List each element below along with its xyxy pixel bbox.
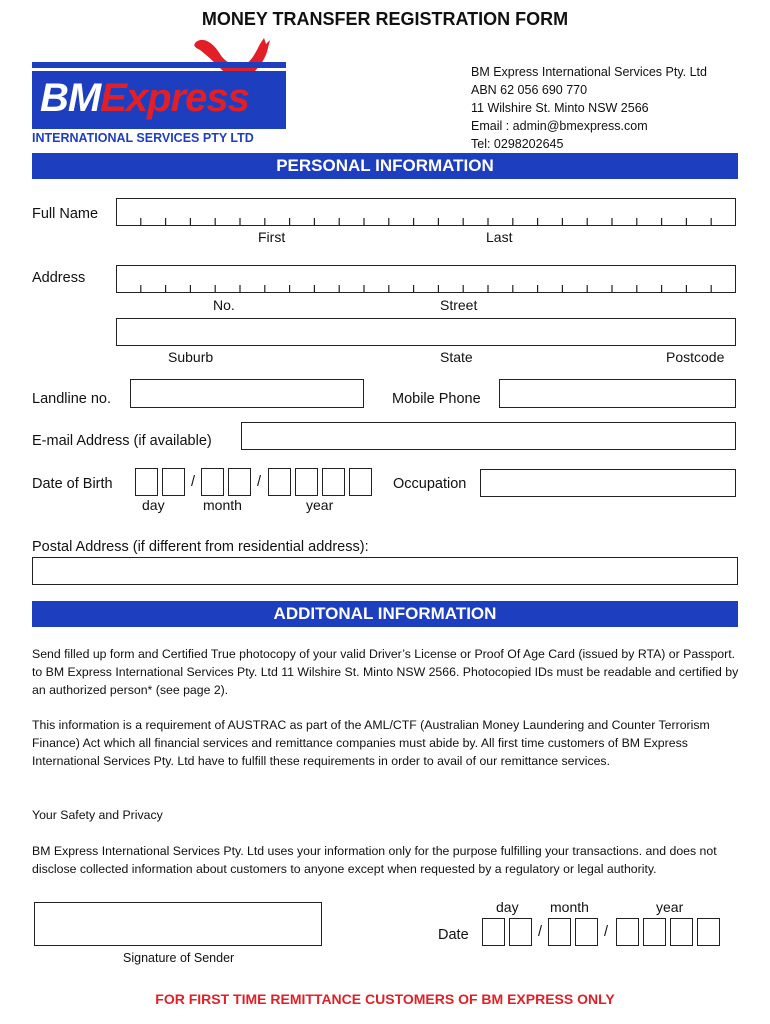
dob-month-digit[interactable] bbox=[228, 468, 251, 496]
signature-box[interactable] bbox=[34, 902, 322, 946]
occupation-label: Occupation bbox=[393, 476, 467, 492]
landline-label: Landline no. bbox=[32, 391, 112, 407]
address-street-ticks bbox=[116, 285, 736, 293]
postal-address-input[interactable] bbox=[32, 557, 738, 585]
footer-notice: FOR FIRST TIME REMITTANCE CUSTOMERS OF BM EXPRESS ONLY bbox=[155, 991, 615, 1007]
personal-info-heading: PERSONAL INFORMATION bbox=[32, 153, 738, 179]
logo-stripe bbox=[32, 62, 286, 68]
date-year-label: year bbox=[656, 899, 684, 915]
date-day-digit[interactable] bbox=[509, 918, 532, 946]
date-slash: / bbox=[604, 924, 609, 940]
dob-year-digit[interactable] bbox=[322, 468, 345, 496]
first-name-label: First bbox=[258, 229, 286, 245]
address-no-label: No. bbox=[213, 297, 235, 313]
safety-heading: Your Safety and Privacy bbox=[32, 808, 163, 822]
austrac-paragraph: This information is a requirement of AUSTRAC as part of the AML/CTF (Australian Money Laundering and Counter Terrorism Finance) Act which all financial services and remittance companies must abide by. All first time customers of BM Express International Services Pty. Ltd have to fulfill these requirements in order to avail of our remittance services. bbox=[32, 718, 710, 768]
company-name: BM Express International Services Pty. Ltd bbox=[471, 65, 707, 79]
dob-month-label: month bbox=[203, 497, 242, 513]
address-label: Address bbox=[32, 270, 86, 286]
date-month-digit[interactable] bbox=[548, 918, 571, 946]
occupation-input[interactable] bbox=[480, 469, 736, 497]
privacy-paragraph: BM Express International Services Pty. Ltd uses your information only for the purpose fulfilling your transactions. and does not disclose collected information about customers to anyone except when requested by a regulatory or legal authority. bbox=[32, 844, 717, 876]
date-year-digit[interactable] bbox=[616, 918, 639, 946]
signature-label: Signature of Sender bbox=[123, 951, 235, 965]
company-address: 11 Wilshire St. Minto NSW 2566 bbox=[471, 101, 649, 115]
dob-slash: / bbox=[257, 474, 262, 490]
company-tel: Tel: 0298202645 bbox=[471, 137, 564, 151]
company-info bbox=[471, 63, 707, 153]
date-year-digit[interactable] bbox=[697, 918, 720, 946]
dob-slash: / bbox=[191, 474, 196, 490]
full-name-ticks bbox=[116, 218, 736, 226]
dob-day-label: day bbox=[142, 497, 165, 513]
logo-wordmark: BMExpress bbox=[40, 76, 249, 120]
dob-year-label: year bbox=[306, 497, 334, 513]
date-month-digit[interactable] bbox=[575, 918, 598, 946]
date-month-label: month bbox=[550, 899, 589, 915]
last-name-label: Last bbox=[486, 229, 513, 245]
full-name-label: Full Name bbox=[32, 206, 99, 222]
dob-year-digit[interactable] bbox=[295, 468, 318, 496]
email-input[interactable] bbox=[241, 422, 736, 450]
mobile-label: Mobile Phone bbox=[392, 391, 481, 407]
additional-info-heading: ADDITONAL INFORMATION bbox=[32, 601, 738, 627]
suburb-label: Suburb bbox=[168, 349, 214, 365]
email-label: E-mail Address (if available) bbox=[32, 433, 212, 449]
logo-subtitle: INTERNATIONAL SERVICES PTY LTD bbox=[32, 131, 254, 145]
dob-year-digit[interactable] bbox=[349, 468, 372, 496]
postcode-label: Postcode bbox=[666, 349, 725, 365]
date-slash: / bbox=[538, 924, 543, 940]
instructions-paragraph: Send filled up form and Certified True photocopy of your valid Driver’s License or Proof Of Age Card (issued by RTA) or Passport. to BM Express International Services Pty. Ltd 11 Wilshire St. Minto NSW 2566. Photocopied IDs must be readable and certified by an authorized person* (see page 2). bbox=[32, 647, 739, 697]
date-day-label: day bbox=[496, 899, 519, 915]
dob-day-digit[interactable] bbox=[162, 468, 185, 496]
mobile-input[interactable] bbox=[499, 379, 736, 408]
state-label: State bbox=[440, 349, 473, 365]
dob-label: Date of Birth bbox=[32, 476, 113, 492]
dob-month-digit[interactable] bbox=[201, 468, 224, 496]
postal-address-label: Postal Address (if different from residential address): bbox=[32, 539, 369, 555]
company-email: Email : admin@bmexpress.com bbox=[471, 119, 648, 133]
date-label: Date bbox=[438, 927, 469, 943]
date-day-digit[interactable] bbox=[482, 918, 505, 946]
address-suburb-input[interactable] bbox=[116, 318, 736, 346]
date-year-digit[interactable] bbox=[643, 918, 666, 946]
address-street-label: Street bbox=[440, 297, 478, 313]
dob-year-digit[interactable] bbox=[268, 468, 291, 496]
form-title: MONEY TRANSFER REGISTRATION FORM bbox=[201, 9, 569, 29]
company-abn: ABN 62 056 690 770 bbox=[471, 83, 588, 97]
date-year-digit[interactable] bbox=[670, 918, 693, 946]
dob-day-digit[interactable] bbox=[135, 468, 158, 496]
landline-input[interactable] bbox=[130, 379, 364, 408]
